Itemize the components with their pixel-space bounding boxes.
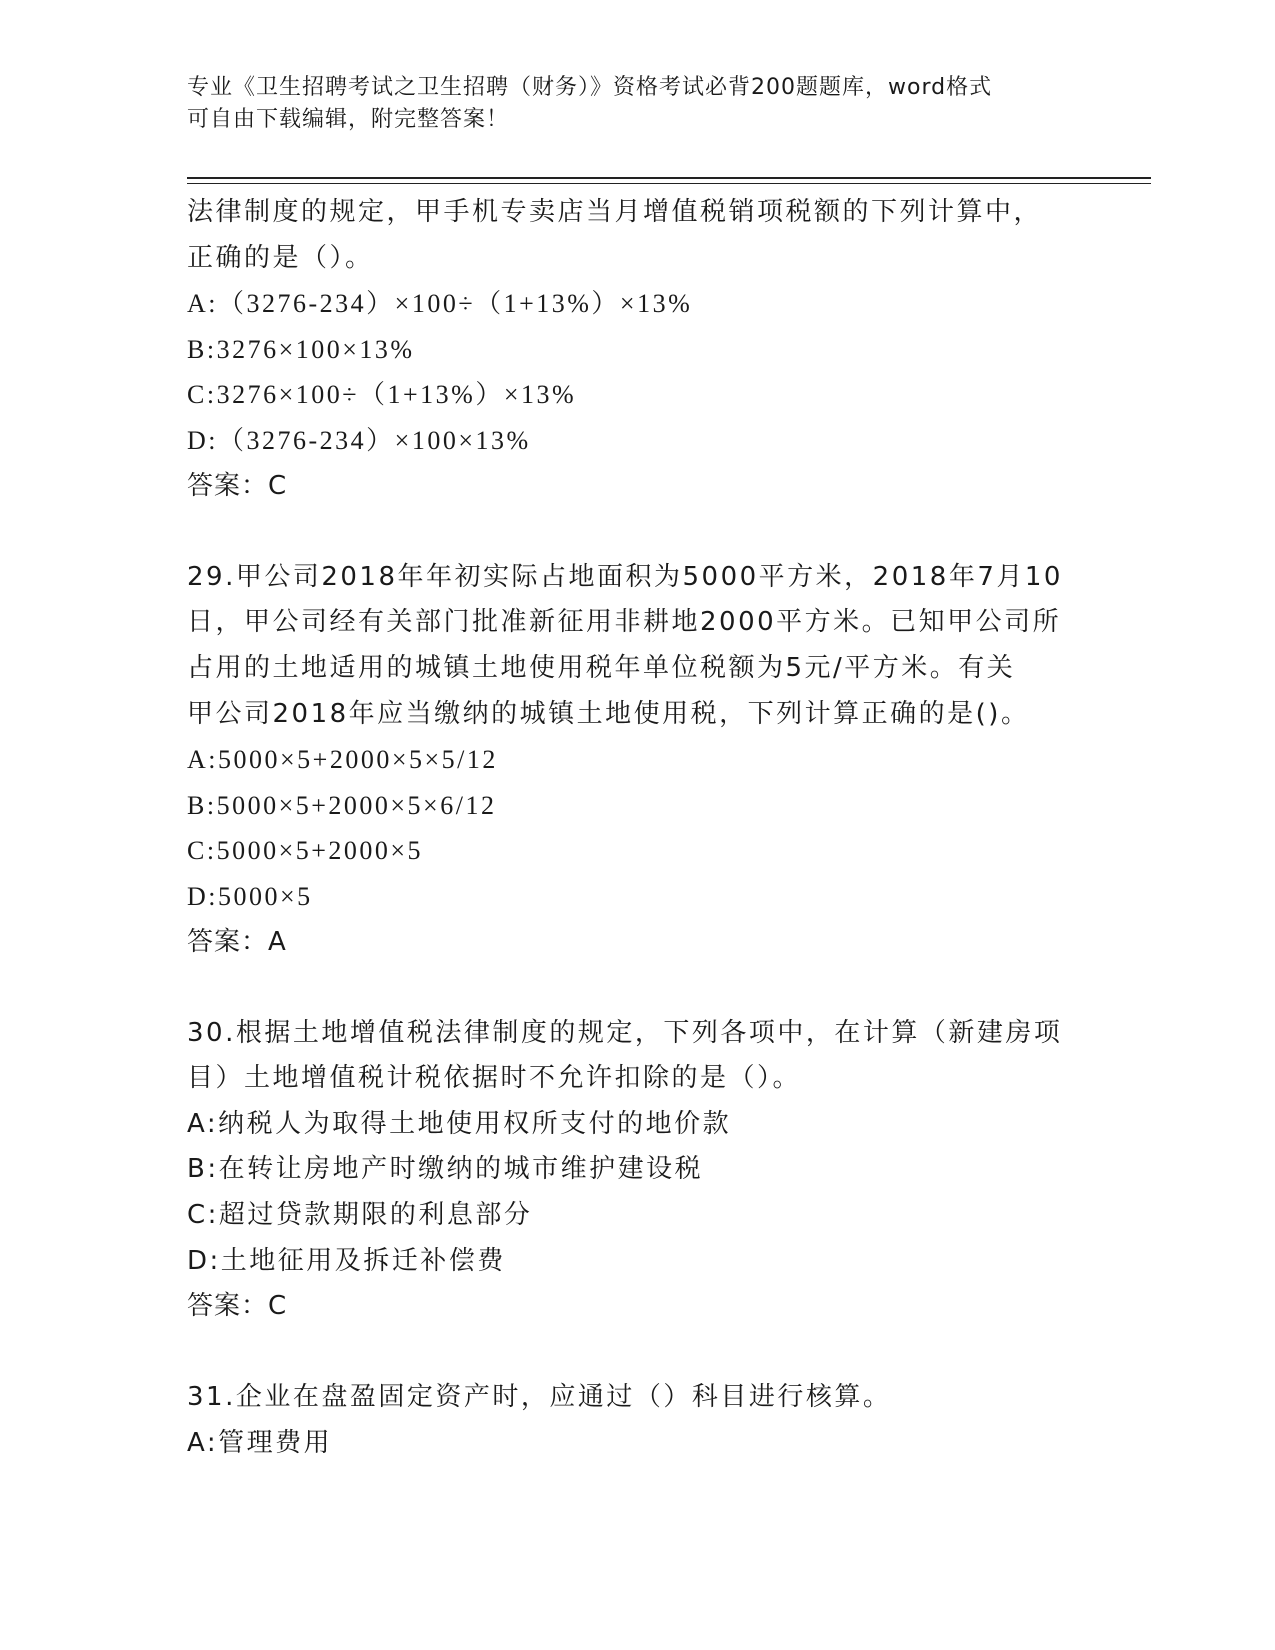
document-header [187,72,1067,136]
question-stem: 占用的土地适用的城镇土地使用税年单位税额为5元/平方米。有关 [187,652,1016,683]
option-c: C:5000×5+2000×5 [187,836,424,866]
question-spacer [187,1330,1087,1376]
question-spacer [187,509,1087,555]
question-29 [187,555,1087,965]
option-c: C:3276×100÷（1+13%）×13% [187,380,577,410]
header-divider-thin [187,183,1151,184]
question-spacer [187,965,1087,1011]
question-stem: 29.甲公司2018年年初实际占地面积为5000平方米，2018年7月10 [187,561,1063,592]
header-divider-thick [187,177,1151,179]
answer-label: 答案：C [187,1291,288,1322]
question-stem: 31.企业在盘盈固定资产时，应通过（）科目进行核算。 [187,1382,892,1413]
header-line-2: 可自由下载编辑，附完整答案！ [187,107,510,132]
question-stem: 日，甲公司经有关部门批准新征用非耕地2000平方米。已知甲公司所 [187,607,1062,638]
question-28 [187,190,1087,509]
header-line-1: 专业《卫生招聘考试之卫生招聘（财务）》资格考试必背200题题库，word格式 [187,75,993,100]
question-stem: 法律制度的规定，甲手机专卖店当月增值税销项税额的下列计算中， [187,197,1043,227]
question-stem: 30.根据土地增值税法律制度的规定，下列各项中，在计算（新建房项 [187,1017,1063,1048]
option-c: C:超过贷款期限的利息部分 [187,1200,533,1231]
option-b: B:3276×100×13% [187,334,415,364]
option-a: A:（3276-234）×100÷（1+13%）×13% [187,289,693,319]
question-30 [187,1011,1087,1330]
option-d: D:（3276-234）×100×13% [187,425,531,455]
option-a: A:5000×5+2000×5×5/12 [187,745,498,775]
option-d: D:土地征用及拆迁补偿费 [187,1245,506,1276]
question-list [187,190,1087,1467]
question-stem: 目）土地增值税计税依据时不允许扣除的是（）。 [187,1063,802,1094]
option-b: B:5000×5+2000×5×6/12 [187,790,497,820]
question-stem: 甲公司2018年应当缴纳的城镇土地使用税，下列计算正确的是()。 [187,698,1030,729]
option-a: A:管理费用 [187,1428,333,1459]
option-a: A:纳税人为取得土地使用权所支付的地价款 [187,1108,732,1139]
option-b: B:在转让房地产时缴纳的城市维护建设税 [187,1154,704,1185]
option-d: D:5000×5 [187,881,313,911]
answer-label: 答案：C [187,470,288,501]
answer-label: 答案：A [187,926,287,957]
question-stem: 正确的是（）。 [187,242,374,273]
question-31 [187,1375,1087,1466]
